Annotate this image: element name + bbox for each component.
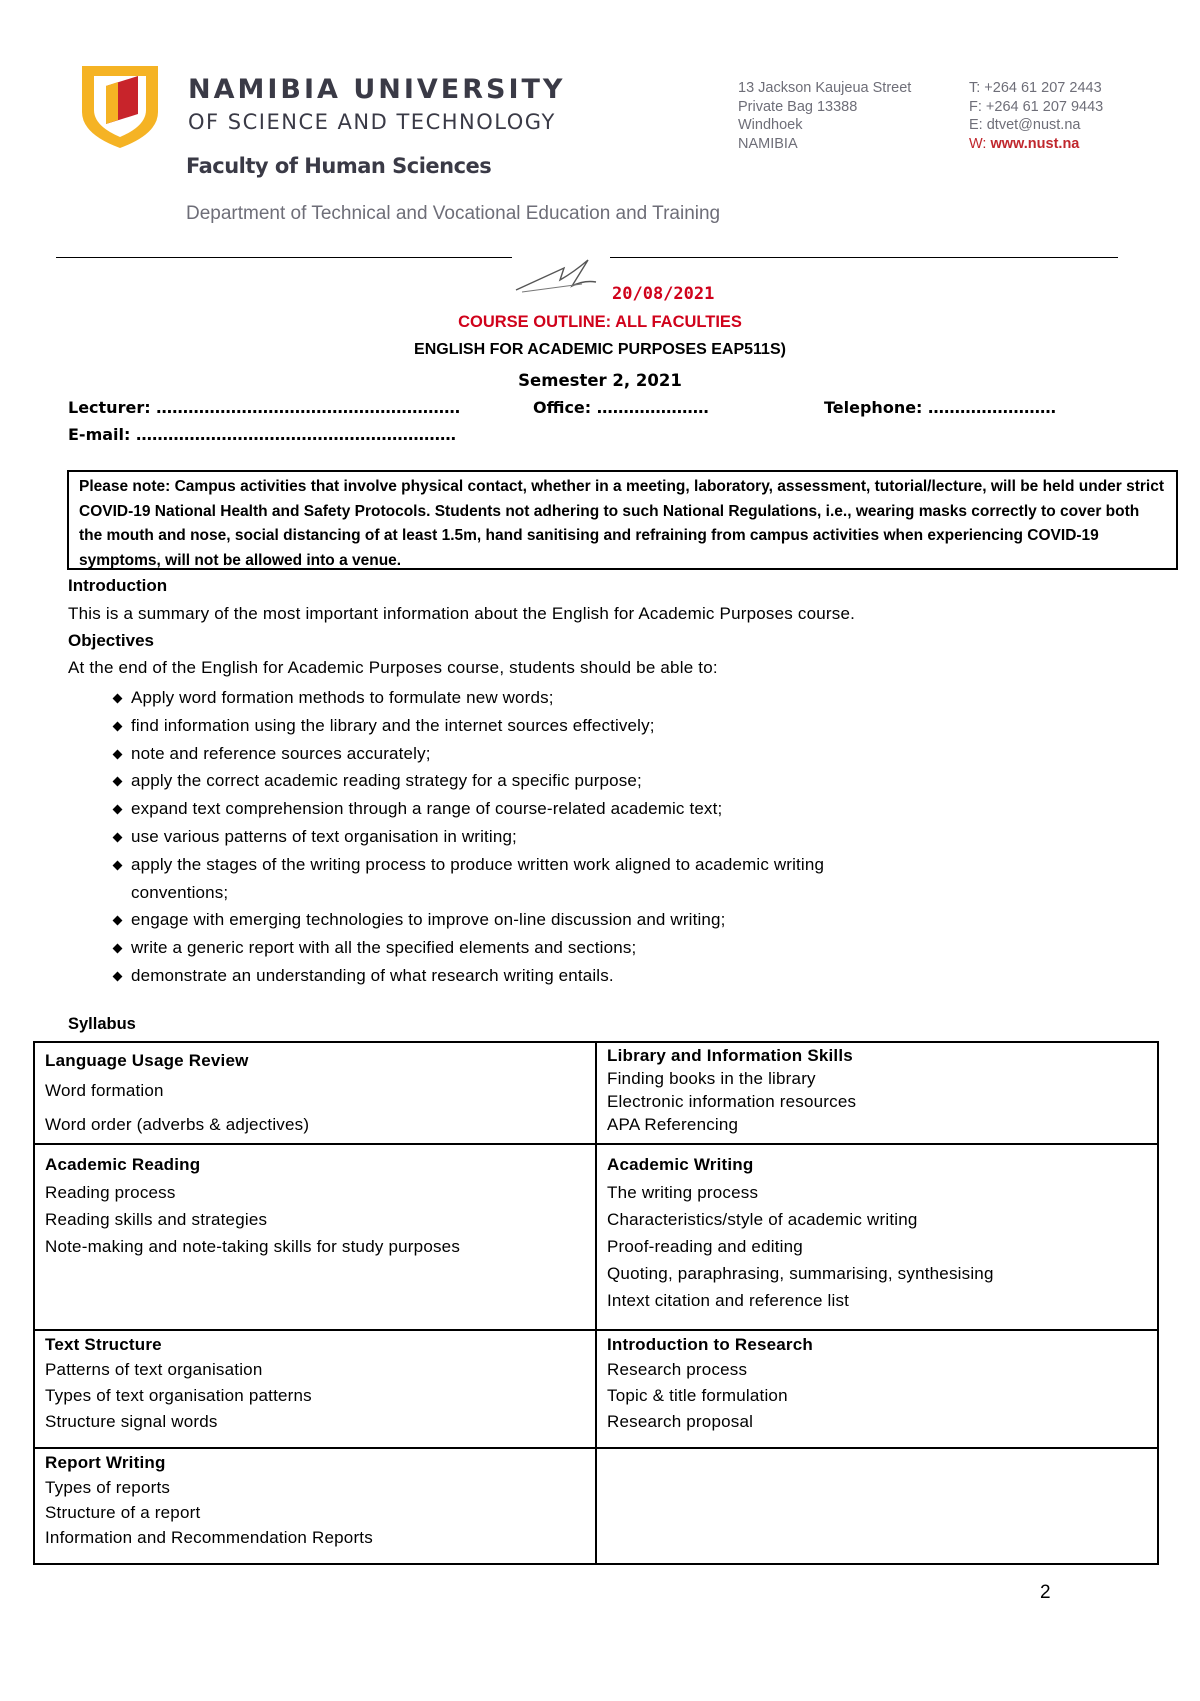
- syllabus-topic: Reading skills and strategies: [45, 1210, 268, 1229]
- header-divider-right: [610, 257, 1118, 258]
- syllabus-topic: Information and Recommendation Reports: [45, 1528, 373, 1547]
- syllabus-topic: Characteristics/style of academic writing: [607, 1210, 918, 1229]
- table-row: [34, 1330, 1158, 1448]
- table-row: [34, 1448, 1158, 1564]
- university-name: NAMIBIA UNIVERSITY: [188, 74, 566, 105]
- objective-item: demonstrate an understanding of what research writing entails.: [112, 962, 1012, 990]
- syllabus-heading: Syllabus: [68, 1015, 136, 1033]
- syllabus-cell-title: Academic Writing: [607, 1155, 754, 1174]
- syllabus-topic: Quoting, paraphrasing, summarising, synthesising: [607, 1264, 994, 1283]
- table-row: [34, 1144, 1158, 1330]
- fax-number: F: +264 61 207 9443: [969, 98, 1104, 115]
- website-line: [969, 135, 1103, 154]
- syllabus-cell: [34, 1448, 596, 1564]
- objectives-heading: Objectives: [68, 631, 154, 650]
- semester-label: Semester 2, 2021: [518, 371, 682, 390]
- syllabus-table: [33, 1041, 1159, 1565]
- faculty-name: Faculty of Human Sciences: [186, 154, 492, 178]
- syllabus-cell-title: Text Structure: [45, 1335, 162, 1354]
- syllabus-cell-title: Academic Reading: [45, 1155, 201, 1174]
- objective-item: apply the correct academic reading strategy for a specific purpose;: [112, 767, 1012, 795]
- syllabus-topic: Research proposal: [607, 1412, 754, 1431]
- objectives-lead: At the end of the English for Academic Purposes course, students should be able to:: [68, 658, 718, 677]
- email-field: E-mail: ……………………………………………………: [68, 425, 456, 444]
- syllabus-cell-title: Library and Information Skills: [607, 1046, 853, 1065]
- syllabus-cell: [596, 1330, 1158, 1448]
- website-prefix: W:: [969, 135, 991, 152]
- syllabus-cell: [596, 1042, 1158, 1144]
- objective-item: Apply word formation methods to formulate new words;: [112, 684, 1012, 712]
- course-outline-title: COURSE OUTLINE: ALL FACULTIES: [458, 313, 742, 331]
- syllabus-cell-title: Introduction to Research: [607, 1335, 813, 1354]
- syllabus-cell: [34, 1042, 596, 1144]
- covid-notice-text: Please note: Campus activities that involve physical contact, whether in a meeting, laboratory, assessment, tutorial/lecture, will be held under strict COVID-19 National Health and Safety Protocols. Students not adhering to such National Regulations, i.e., wearing masks correctly to cover both the mouth and nose, social distancing of at least 1.5m, hand sanitising and refraining from campus activities when experiencing COVID-19 symptoms, will not be allowed into a venue.: [79, 478, 1165, 569]
- telephone-field: Telephone: ……………………: [824, 398, 1057, 417]
- syllabus-cell: [596, 1144, 1158, 1330]
- email-address: E: dtvet@nust.na: [969, 117, 1081, 133]
- syllabus-topic: Types of reports: [45, 1478, 171, 1497]
- introduction-heading: Introduction: [68, 576, 168, 595]
- syllabus-topic: Word order (adverbs & adjectives): [45, 1115, 310, 1134]
- syllabus-topic: Electronic information resources: [607, 1092, 857, 1111]
- syllabus-topic: Structure of a report: [45, 1503, 201, 1522]
- objective-item: apply the stages of the writing process to produce written work aligned to academic writing conventions;: [112, 851, 891, 907]
- syllabus-topic: The writing process: [607, 1183, 759, 1202]
- telephone-number: T: +264 61 207 2443: [969, 80, 1102, 96]
- website-link[interactable]: www.nust.na: [990, 135, 1080, 152]
- objective-item: engage with emerging technologies to improve on-line discussion and writing;: [112, 906, 1012, 934]
- address-line: Private Bag 13388: [738, 98, 858, 115]
- syllabus-cell: [34, 1144, 596, 1330]
- objective-item: use various patterns of text organisation in writing;: [112, 823, 1012, 851]
- syllabus-topic: Patterns of text organisation: [45, 1360, 263, 1379]
- university-shield-logo: [78, 62, 162, 150]
- syllabus-topic: Proof-reading and editing: [607, 1237, 803, 1256]
- header-divider-left: [56, 257, 512, 258]
- objective-item: expand text comprehension through a range of course-related academic text;: [112, 795, 1012, 823]
- address-line: NAMIBIA: [738, 135, 798, 152]
- syllabus-topic: Research process: [607, 1360, 748, 1379]
- contact-details: [969, 79, 1103, 153]
- document-date: 20/08/2021: [612, 284, 715, 304]
- university-subtitle: OF SCIENCE AND TECHNOLOGY: [188, 110, 556, 134]
- syllabus-topic: APA Referencing: [607, 1115, 739, 1134]
- syllabus-topic: Structure signal words: [45, 1412, 218, 1431]
- syllabus-topic: Finding books in the library: [607, 1069, 816, 1088]
- objective-item: write a generic report with all the specified elements and sections;: [112, 934, 1012, 962]
- lecturer-field: Lecturer: …………………………………………………: [68, 398, 461, 417]
- objective-item: find information using the library and the internet sources effectively;: [112, 712, 1012, 740]
- objective-item: note and reference sources accurately;: [112, 740, 1012, 768]
- covid-notice-box: [67, 470, 1178, 570]
- syllabus-cell-empty: [596, 1448, 1158, 1564]
- introduction-text: This is a summary of the most important information about the English for Academic Purposes course.: [68, 604, 856, 623]
- syllabus-topic: Topic & title formulation: [607, 1386, 788, 1405]
- syllabus-cell: [34, 1330, 596, 1448]
- office-field: Office: …………………: [533, 398, 709, 417]
- syllabus-cell-title: Report Writing: [45, 1453, 166, 1472]
- postal-address: [738, 79, 911, 153]
- address-line: Windhoek: [738, 117, 803, 133]
- handwritten-signature: [512, 254, 604, 296]
- table-row: [34, 1042, 1158, 1144]
- address-line: 13 Jackson Kaujeua Street: [738, 80, 912, 96]
- syllabus-topic: Reading process: [45, 1183, 176, 1202]
- syllabus-topic: Intext citation and reference list: [607, 1291, 850, 1310]
- page-number: 2: [1040, 1582, 1051, 1603]
- syllabus-topic: Note-making and note-taking skills for study purposes: [45, 1237, 461, 1256]
- course-title: ENGLISH FOR ACADEMIC PURPOSES EAP511S): [414, 341, 786, 358]
- department-name: Department of Technical and Vocational Education and Training: [186, 203, 721, 224]
- syllabus-topic: Types of text organisation patterns: [45, 1386, 312, 1405]
- objectives-list: [112, 684, 1012, 990]
- syllabus-cell-title: Language Usage Review: [45, 1051, 249, 1070]
- syllabus-topic: Word formation: [45, 1081, 164, 1100]
